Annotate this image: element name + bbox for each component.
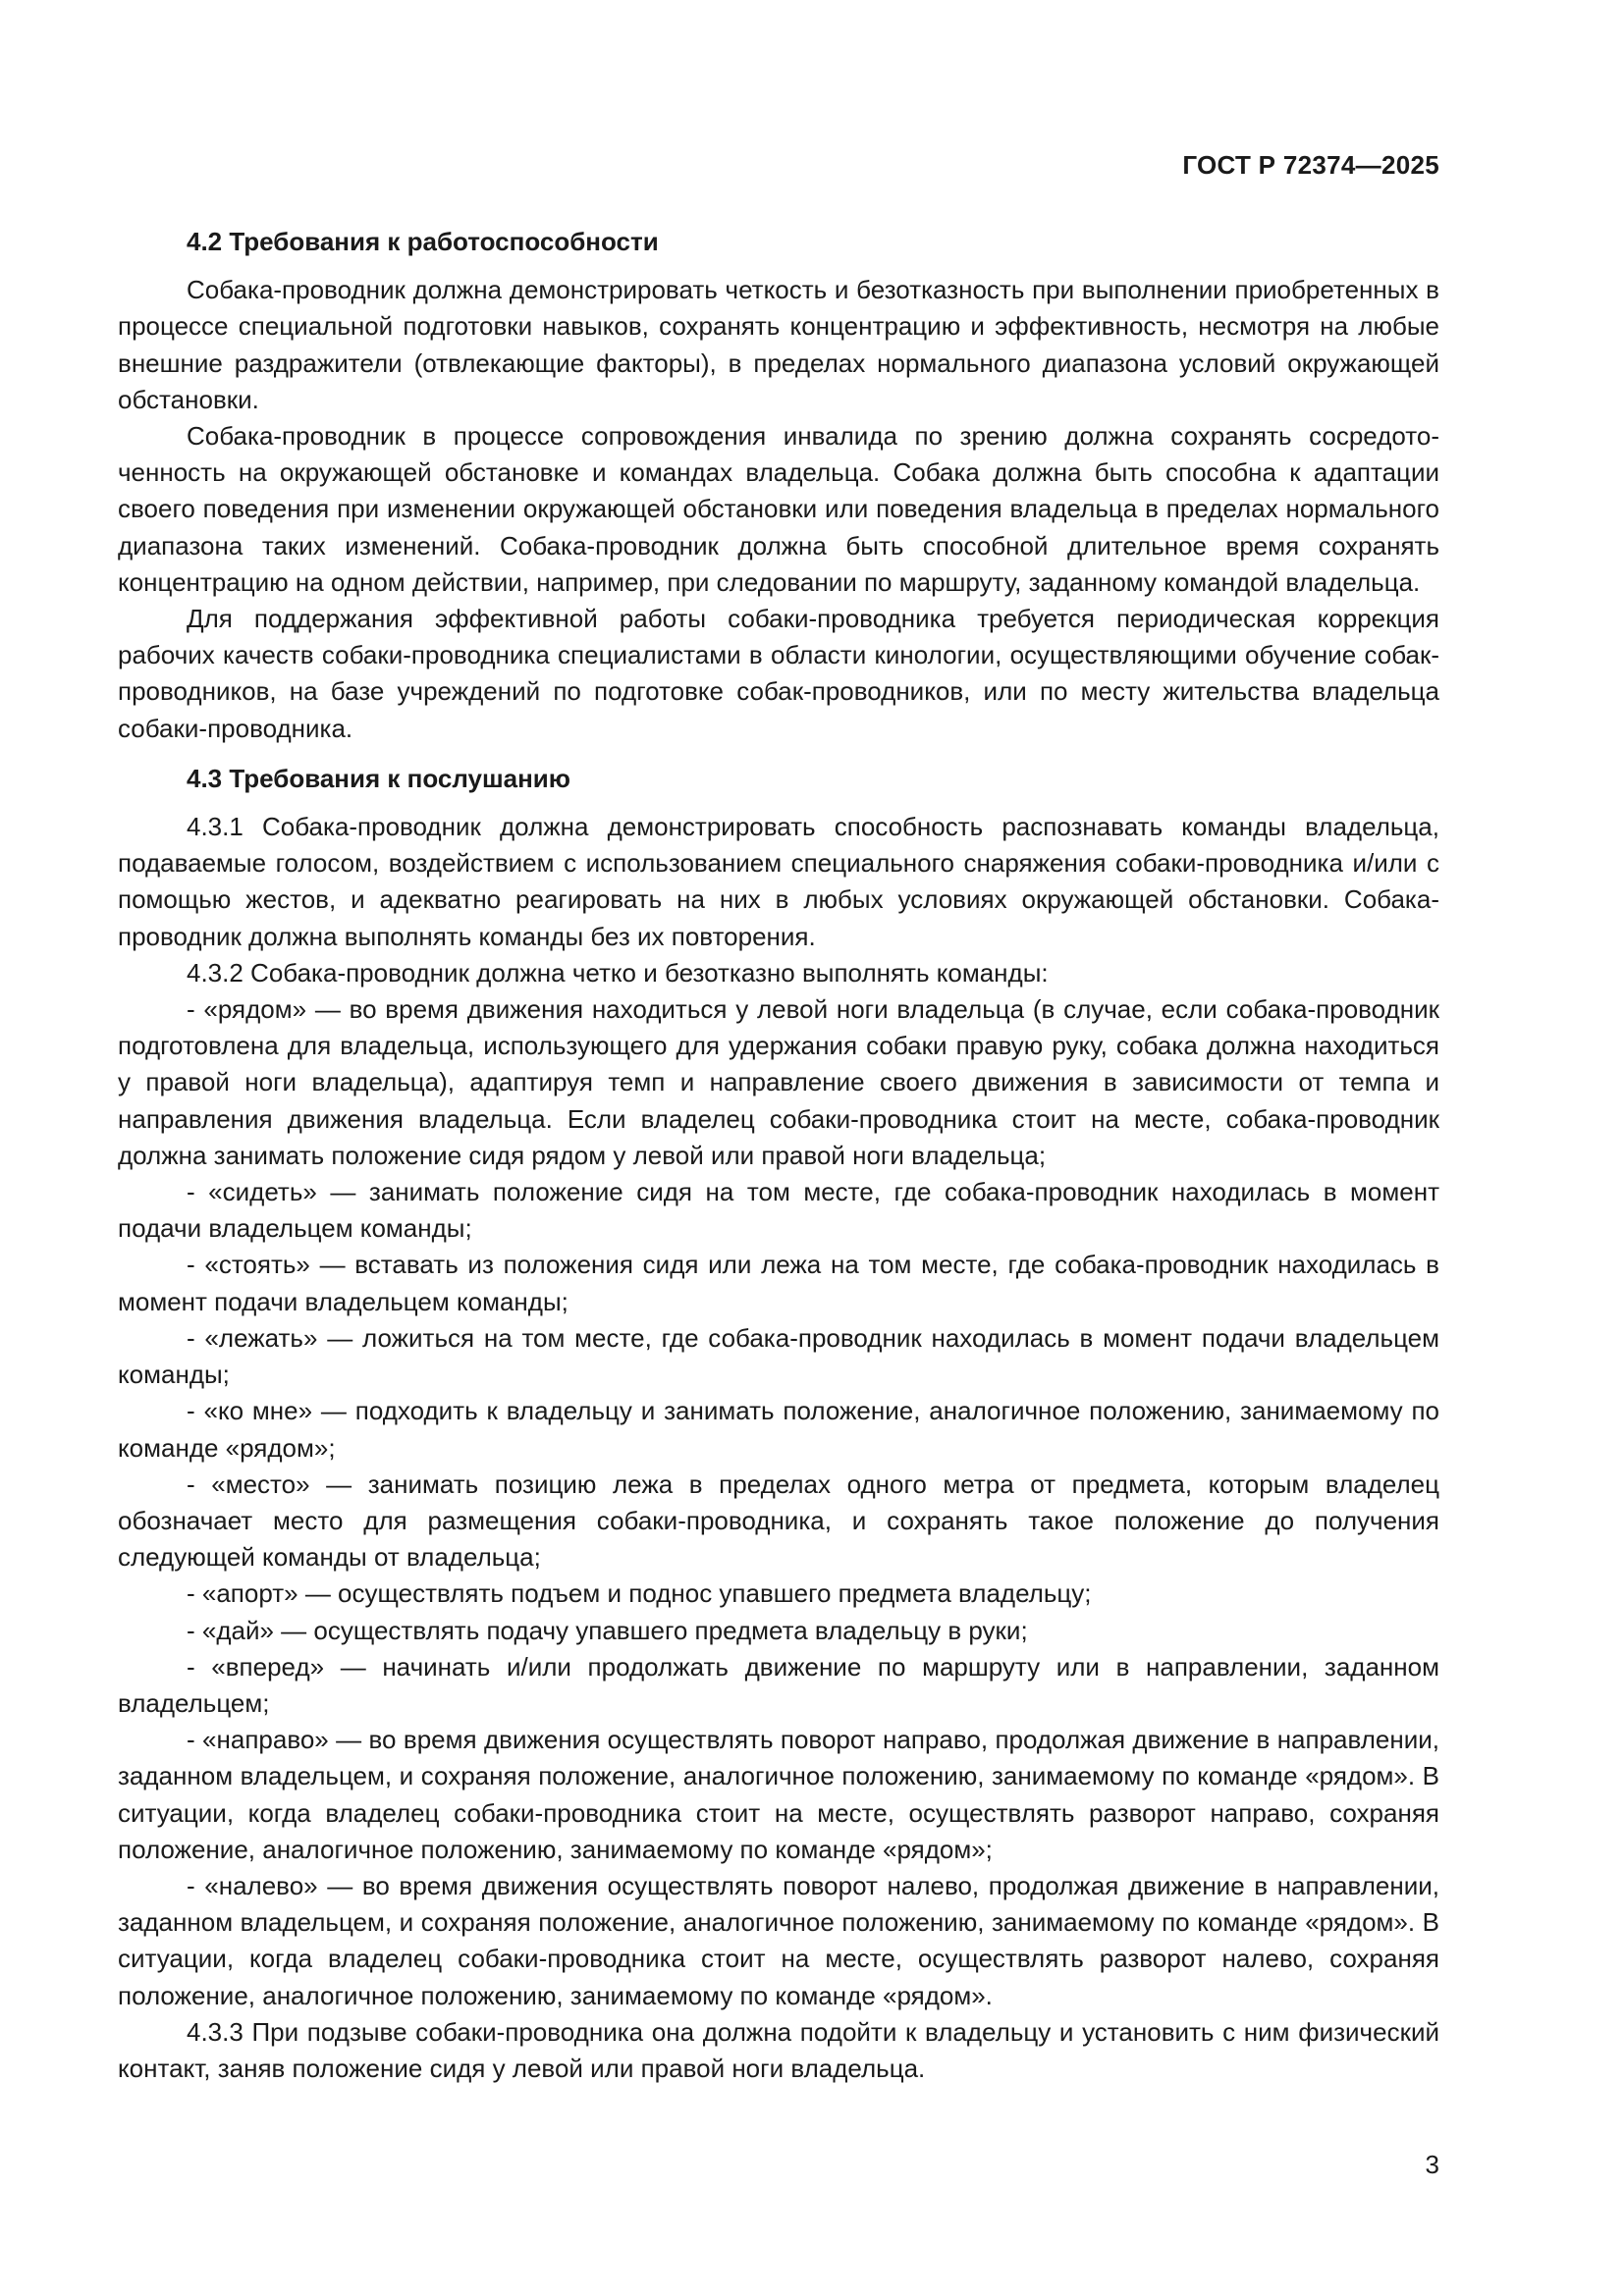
list-item: - «дай» — осуществлять подачу упавшего предмета владельцу в руки; bbox=[187, 1615, 1028, 1645]
section-heading: 4.2 Требования к работоспособности bbox=[187, 227, 659, 256]
list-item: - «сидеть» — занимать положение сидя на том месте, где собака-проводник находилась в момент подачи владельцем команды; bbox=[118, 1177, 1439, 1244]
document-code: ГОСТ Р 72374—2025 bbox=[1182, 150, 1439, 180]
list-item: - «стоять» — вставать из положения сидя или лежа на том месте, где собака-проводник находилась в момент подачи владельцем команды; bbox=[118, 1250, 1439, 1316]
list-item: - «вперед» — начинать и/или продолжать движение по маршруту или в направлении, заданном владельцем; bbox=[118, 1651, 1439, 1718]
paragraph: 4.3.1 Собака-проводник должна демонстрировать способность распознавать команды владельца, подаваемые голосом, воздействием с использованием специального снаряжения собаки-проводника и/или с помощью жестов, и адекватно реагировать на них в любых условиях окружающей обстановки. Собака-проводник должна выполнять команды без их повторения. bbox=[118, 812, 1439, 951]
page-number: 3 bbox=[1425, 2150, 1439, 2179]
section-heading: 4.3 Требования к послушанию bbox=[187, 763, 570, 793]
list-item: - «рядом» — во время движения находиться у левой ноги владельца (в случае, если собака-проводник подготовлена для владельца, использующего для удержания собаки правую руку, собака должна находиться у правой ноги владельца), адаптируя темп и направление своего движения в зависимости от темпа и направления движения владельца. Если владелец собаки-проводника стоит на месте, собака-проводник должна занимать положение сидя рядом у левой или правой ноги владельца; bbox=[118, 994, 1439, 1170]
list-item: - «место» — занимать позицию лежа в пределах одного метра от предмета, которым владелец обозначает место для размещения собаки-проводника, и сохранять такое положение до получения следующей команды от владельца; bbox=[118, 1468, 1439, 1573]
paragraph: Для поддержания эффективной работы собаки-проводника требуется периодическая коррекция рабочих качеств собаки-проводника специалистами в области кинологии, осуществляющими обучение собак-проводников, на базе учреждений по подготовке собак-проводников, или по месту жительства владельца собаки-проводника. bbox=[118, 604, 1439, 743]
list-item: - «налево» — во время движения осуществлять поворот налево, продолжая движение в направлении, заданном владельцем, и сохраняя положение, аналогичное положению, занимаемому по команде «рядом». В ситуации, когда владелец собаки-проводника стоит на месте, осуществлять разворот налево, сохраняя положение, аналогичное положению, занимаемому по команде «рядом». bbox=[118, 1870, 1439, 2010]
paragraph: Собака-проводник должна демонстрировать четкость и безотказность при выполнении приобретенных в процессе специальной подготовки навыков, сохранять концентрацию и эффективность, несмотря на любые внешние раздражители (отвлекающие факторы), в пределах нормального диапазона условий окружающей обстановки. bbox=[118, 275, 1439, 414]
paragraph: Собака-проводник в процессе сопровождения инвалида по зрению должна сохранять сосредоточенность на окружающей обстановке и командах владельца. Собака должна быть способна к адаптации своего поведения при изменении окружающей обстановки или поведения владельца в пределах нормального диапазона таких изменений. Собака-проводник должна быть способной длительное время сохранять концентрацию на одном действии, например, при следовании по маршруту, заданному командой владельца. bbox=[118, 421, 1439, 597]
paragraph: 4.3.3 При подзыве собаки-проводника она должна подойти к владельцу и установить с ним физический контакт, заняв положение сидя у левой или правой ноги владельца. bbox=[118, 2016, 1439, 2083]
document-body bbox=[118, 224, 1439, 2087]
list-item: - «лежать» — ложиться на том месте, где собака-проводник находилась в момент подачи владельцем команды; bbox=[118, 1322, 1439, 1390]
list-item: - «направо» — во время движения осуществлять поворот направо, продолжая движение в направлении, заданном владельцем, и сохраняя положение, аналогичное положению, занимаемому по команде «рядом». В ситуации, когда владелец собаки-проводника стоит на месте, осуществлять разворот направо, сохраняя положение, аналогичное положению, занимаемому по команде «рядом»; bbox=[118, 1725, 1439, 1864]
list-item: - «ко мне» — подходить к владельцу и занимать положение, аналогичное положению, занимаемому по команде «рядом»; bbox=[118, 1396, 1439, 1463]
paragraph: 4.3.2 Собака-проводник должна четко и безотказно выполнять команды: bbox=[187, 957, 1049, 988]
list-item: - «апорт» — осуществлять подъем и поднос упавшего предмета владельцу; bbox=[187, 1578, 1092, 1609]
